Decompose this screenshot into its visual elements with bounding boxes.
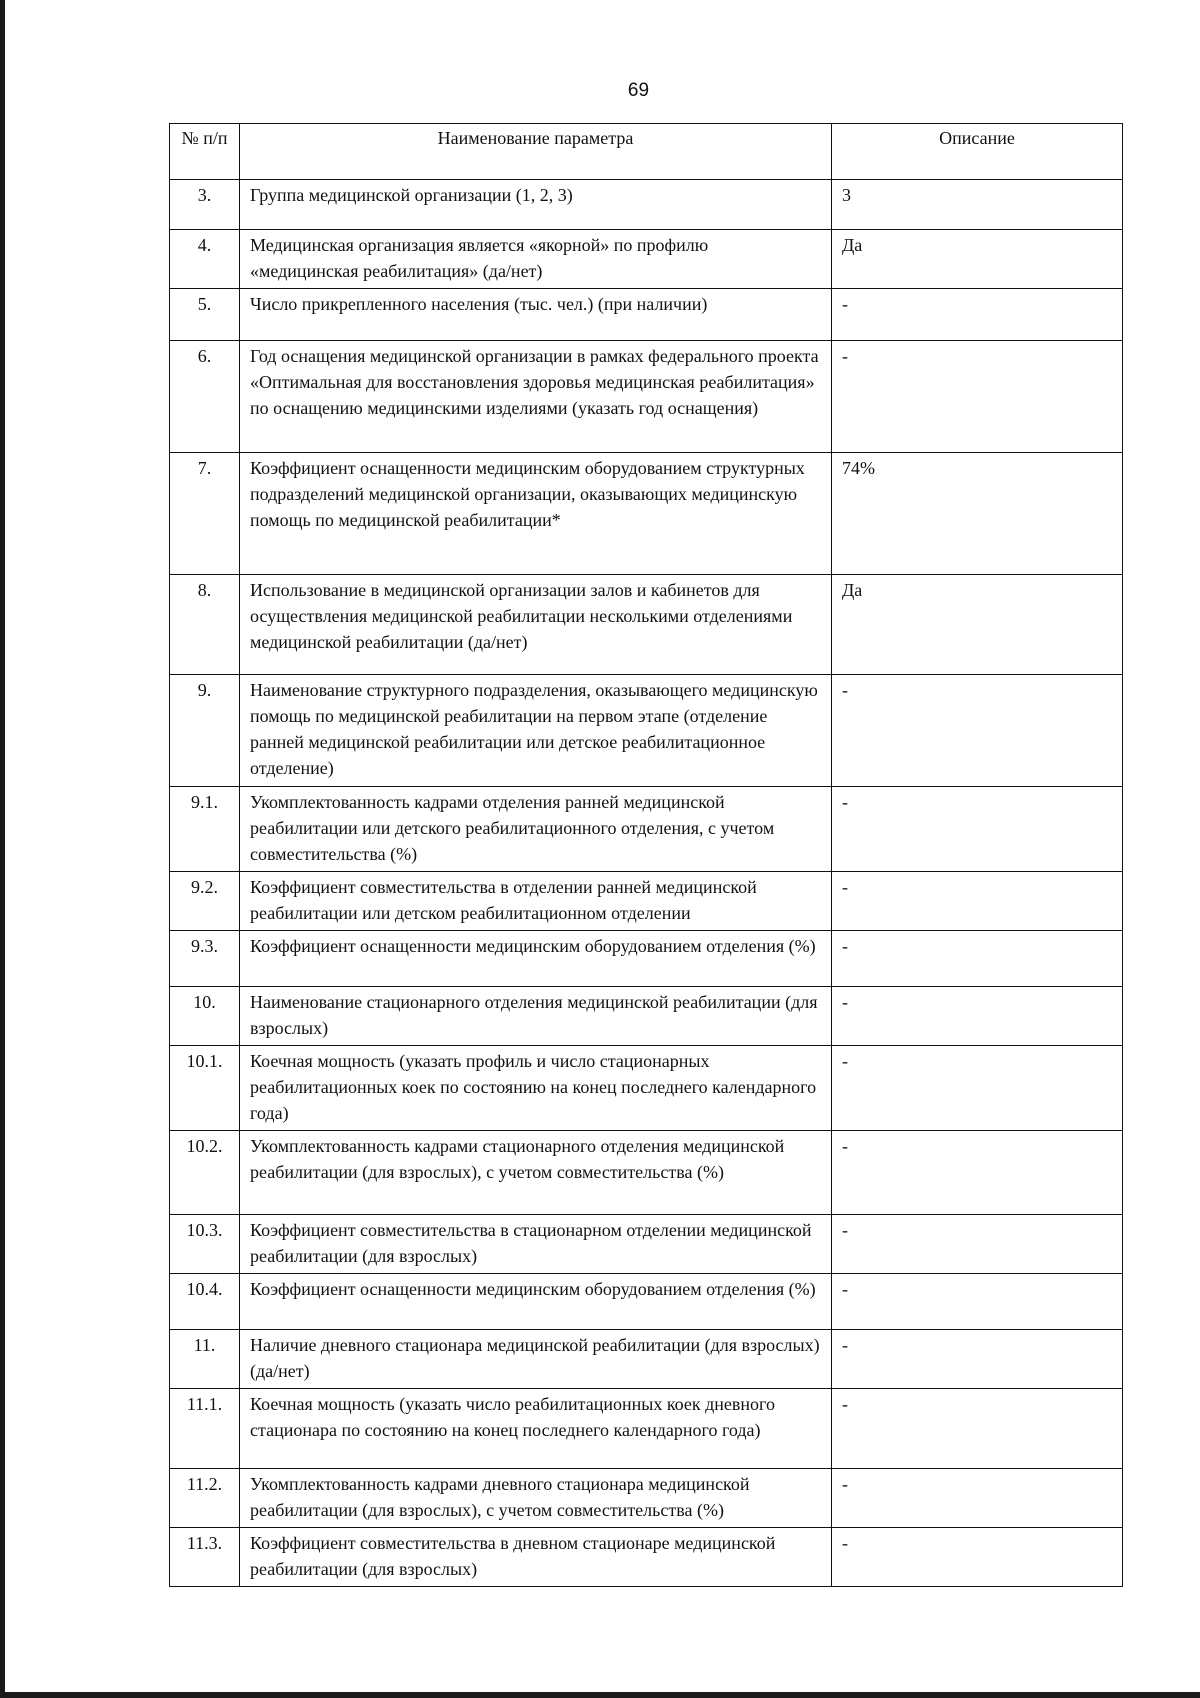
row-number: 5. xyxy=(170,289,240,341)
row-parameter-name: Коэффициент оснащенности медицинским оборудованием отделения (%) xyxy=(240,1274,832,1330)
row-parameter-name: Укомплектованность кадрами стационарного отделения медицинской реабилитации (для взрослых), с учетом совместительства (%) xyxy=(240,1131,832,1215)
row-number: 6. xyxy=(170,341,240,453)
row-parameter-name: Год оснащения медицинской организации в рамках федерального проекта «Оптимальная для восстановления здоровья медицинская реабилитация» по оснащению медицинскими изделиями (указать год оснащения) xyxy=(240,341,832,453)
table-row xyxy=(170,987,1123,1046)
row-description: - xyxy=(832,931,1123,987)
row-number: 9.3. xyxy=(170,931,240,987)
table-row xyxy=(170,1469,1123,1528)
table-row xyxy=(170,1046,1123,1131)
row-number: 11.2. xyxy=(170,1469,240,1528)
table-row xyxy=(170,1389,1123,1469)
table-row xyxy=(170,1528,1123,1587)
row-description: 74% xyxy=(832,453,1123,575)
row-parameter-name: Медицинская организация является «якорной» по профилю «медицинская реабилитация» (да/нет) xyxy=(240,230,832,289)
row-description: - xyxy=(832,675,1123,787)
row-description: - xyxy=(832,1274,1123,1330)
row-description: 3 xyxy=(832,180,1123,230)
table-row xyxy=(170,1215,1123,1274)
table-row xyxy=(170,180,1123,230)
row-parameter-name: Коечная мощность (указать число реабилитационных коек дневного стационара по состоянию на конец последнего календарного года) xyxy=(240,1389,832,1469)
table-row xyxy=(170,453,1123,575)
row-parameter-name: Использование в медицинской организации залов и кабинетов для осуществления медицинской реабилитации несколькими отделениями медицинской реабилитации (да/нет) xyxy=(240,575,832,675)
row-parameter-name: Группа медицинской организации (1, 2, 3) xyxy=(240,180,832,230)
table-row xyxy=(170,575,1123,675)
row-description: Да xyxy=(832,575,1123,675)
row-parameter-name: Число прикрепленного населения (тыс. чел.) (при наличии) xyxy=(240,289,832,341)
row-description: - xyxy=(832,341,1123,453)
row-parameter-name: Наименование структурного подразделения, оказывающего медицинскую помощь по медицинской реабилитации на первом этапе (отделение ранней медицинской реабилитации или детское реабилитационное отделение) xyxy=(240,675,832,787)
table-row xyxy=(170,230,1123,289)
header-parameter-name: Наименование параметра xyxy=(240,124,832,180)
table-row xyxy=(170,872,1123,931)
table-row xyxy=(170,289,1123,341)
table-header-row xyxy=(170,124,1123,180)
table-row xyxy=(170,341,1123,453)
row-number: 10.1. xyxy=(170,1046,240,1131)
table-body xyxy=(170,180,1123,1587)
scan-edge-bottom xyxy=(0,1692,1200,1698)
row-number: 3. xyxy=(170,180,240,230)
row-parameter-name: Наличие дневного стационара медицинской реабилитации (для взрослых) (да/нет) xyxy=(240,1330,832,1389)
table-row xyxy=(170,675,1123,787)
row-description: - xyxy=(832,1215,1123,1274)
row-description: - xyxy=(832,1389,1123,1469)
row-number: 10.3. xyxy=(170,1215,240,1274)
row-number: 10.4. xyxy=(170,1274,240,1330)
row-number: 10.2. xyxy=(170,1131,240,1215)
page-number: 69 xyxy=(627,80,650,101)
row-number: 9.1. xyxy=(170,787,240,872)
row-number: 9.2. xyxy=(170,872,240,931)
row-description: - xyxy=(832,289,1123,341)
row-description: - xyxy=(832,1528,1123,1587)
table-row xyxy=(170,1131,1123,1215)
row-parameter-name: Коечная мощность (указать профиль и число стационарных реабилитационных коек по состоянию на конец последнего календарного года) xyxy=(240,1046,832,1131)
scan-edge-left xyxy=(0,0,5,1698)
row-parameter-name: Коэффициент совместительства в отделении ранней медицинской реабилитации или детском реабилитационном отделении xyxy=(240,872,832,931)
table-row xyxy=(170,931,1123,987)
table-row xyxy=(170,1274,1123,1330)
row-description: Да xyxy=(832,230,1123,289)
row-description: - xyxy=(832,787,1123,872)
row-number: 8. xyxy=(170,575,240,675)
row-description: - xyxy=(832,1330,1123,1389)
row-description: - xyxy=(832,987,1123,1046)
row-parameter-name: Коэффициент совместительства в дневном стационаре медицинской реабилитации (для взрослых) xyxy=(240,1528,832,1587)
row-number: 11.1. xyxy=(170,1389,240,1469)
row-parameter-name: Коэффициент оснащенности медицинским оборудованием отделения (%) xyxy=(240,931,832,987)
row-number: 11. xyxy=(170,1330,240,1389)
row-description: - xyxy=(832,872,1123,931)
row-number: 7. xyxy=(170,453,240,575)
row-description: - xyxy=(832,1046,1123,1131)
row-description: - xyxy=(832,1131,1123,1215)
row-parameter-name: Укомплектованность кадрами отделения ранней медицинской реабилитации или детского реабилитационного отделения, с учетом совместительства (%) xyxy=(240,787,832,872)
header-description: Описание xyxy=(832,124,1123,180)
row-number: 10. xyxy=(170,987,240,1046)
row-number: 11.3. xyxy=(170,1528,240,1587)
row-parameter-name: Коэффициент совместительства в стационарном отделении медицинской реабилитации (для взрослых) xyxy=(240,1215,832,1274)
row-number: 4. xyxy=(170,230,240,289)
row-parameter-name: Коэффициент оснащенности медицинским оборудованием структурных подразделений медицинской организации, оказывающих медицинскую помощь по медицинской реабилитации* xyxy=(240,453,832,575)
row-description: - xyxy=(832,1469,1123,1528)
table-row xyxy=(170,787,1123,872)
table-row xyxy=(170,1330,1123,1389)
row-number: 9. xyxy=(170,675,240,787)
parameters-table xyxy=(169,123,1123,1587)
row-parameter-name: Укомплектованность кадрами дневного стационара медицинской реабилитации (для взрослых), с учетом совместительства (%) xyxy=(240,1469,832,1528)
row-parameter-name: Наименование стационарного отделения медицинской реабилитации (для взрослых) xyxy=(240,987,832,1046)
header-number: № п/п xyxy=(170,124,240,180)
